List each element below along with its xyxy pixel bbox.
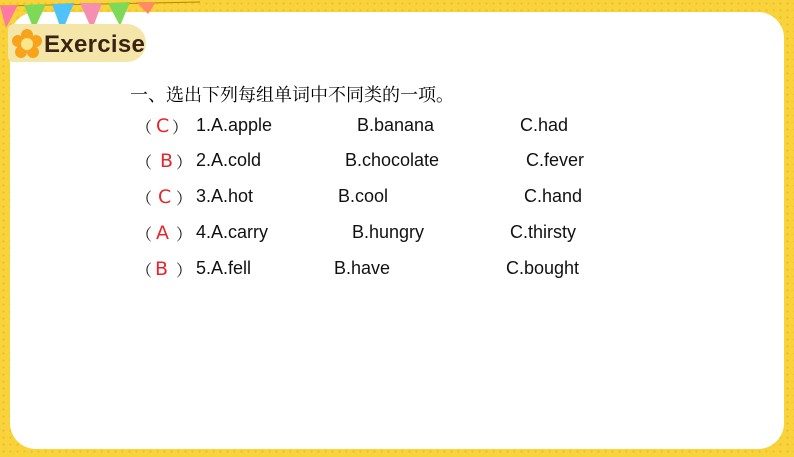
- answer-mark: C: [156, 115, 170, 137]
- question-row: [0, 150, 794, 178]
- option-a: 1.A.apple: [196, 115, 273, 135]
- option-b: B.hungry: [352, 222, 425, 242]
- answer-mark: C: [158, 186, 172, 208]
- option-a: 4.A.carry: [196, 222, 269, 242]
- question-row: [0, 186, 794, 214]
- option-c: C.had: [520, 115, 569, 135]
- paren-open: （: [136, 120, 153, 137]
- flower-icon: [10, 27, 44, 61]
- paren-open: （: [136, 155, 153, 172]
- option-a: 5.A.fell: [196, 258, 252, 278]
- paren-close: ）: [176, 227, 193, 244]
- option-c: C.thirsty: [510, 222, 577, 242]
- option-a: 3.A.hot: [196, 186, 254, 206]
- option-b: B.have: [334, 258, 391, 278]
- paren-open: （: [136, 191, 153, 208]
- question-row: [0, 222, 794, 250]
- option-a: 2.A.cold: [196, 150, 262, 170]
- option-b: B.cool: [338, 186, 389, 206]
- answer-mark: A: [156, 222, 169, 244]
- option-b: B.banana: [357, 115, 435, 135]
- answer-mark: B: [160, 150, 174, 172]
- option-c: C.hand: [524, 186, 583, 206]
- option-b: B.chocolate: [345, 150, 440, 170]
- question-row: [0, 115, 794, 143]
- paren-open: （: [136, 227, 153, 244]
- exercise-title: Exercise: [44, 31, 146, 58]
- paren-close: ）: [172, 120, 189, 137]
- paren-close: ）: [176, 191, 193, 208]
- option-c: C.fever: [526, 150, 585, 170]
- answer-mark: B: [155, 258, 169, 280]
- question-heading: 一、选出下列每组单词中不同类的一项。: [130, 85, 454, 106]
- paren-close: ）: [176, 155, 193, 172]
- paren-close: ）: [176, 263, 193, 280]
- option-c: C.bought: [506, 258, 580, 278]
- question-row: [0, 258, 794, 286]
- paren-open: （: [136, 263, 153, 280]
